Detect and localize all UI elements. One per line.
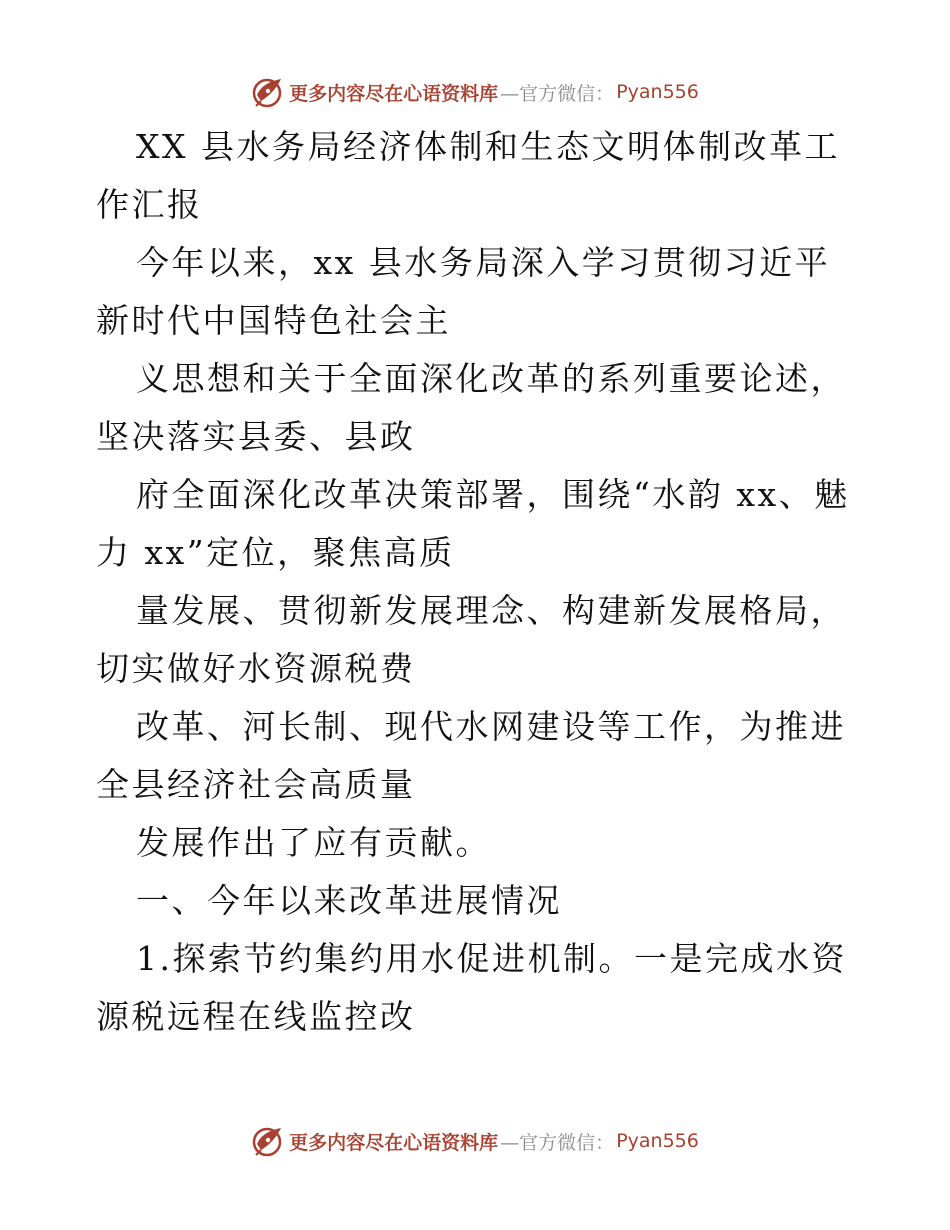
watermark-footer — [0, 1121, 950, 1161]
paragraph-5: 改革、河长制、现代水网建设等工作，为推进全县经济社会高质量 — [96, 707, 846, 804]
paragraph-2: 义思想和关于全面深化改革的系列重要论述，坚决落实县委、县政 — [96, 359, 846, 456]
watermark-header — [0, 72, 950, 112]
document-title: XX 县水务局经济体制和生态文明体制改革工作汇报 — [96, 127, 840, 224]
paragraph-4: 量发展、贯彻新发展理念、构建新发展格局，切实做好水资源税费 — [96, 591, 846, 688]
watermark-separator: —官方微信： — [500, 1131, 615, 1154]
paragraph-3: 府全面深化改革决策部署，围绕“水韵 xx、魅力 xx”定位，聚焦高质 — [96, 475, 850, 572]
list-item-1: 1.探索节约集约用水促进机制。一是完成水资源税远程在线监控改 — [96, 939, 847, 1036]
paragraph-1: 今年以来，xx 县水务局深入学习贯彻习近平新时代中国特色社会主 — [96, 243, 831, 340]
section-heading: 一、今年以来改革进展情况 — [136, 881, 562, 920]
paragraph-6: 发展作出了应有贡献。 — [136, 823, 491, 862]
pen-nib-logo-icon — [251, 75, 285, 109]
watermark-separator: —官方微信： — [500, 82, 615, 105]
watermark-site-text: 更多内容尽在心语资料库 — [289, 1131, 499, 1154]
document-body — [96, 118, 856, 1046]
watermark-wechat-id: Pyan556 — [616, 1130, 699, 1152]
watermark-wechat-id: Pyan556 — [616, 81, 699, 103]
watermark-site-text: 更多内容尽在心语资料库 — [289, 82, 499, 105]
pen-nib-logo-icon — [251, 1124, 285, 1158]
